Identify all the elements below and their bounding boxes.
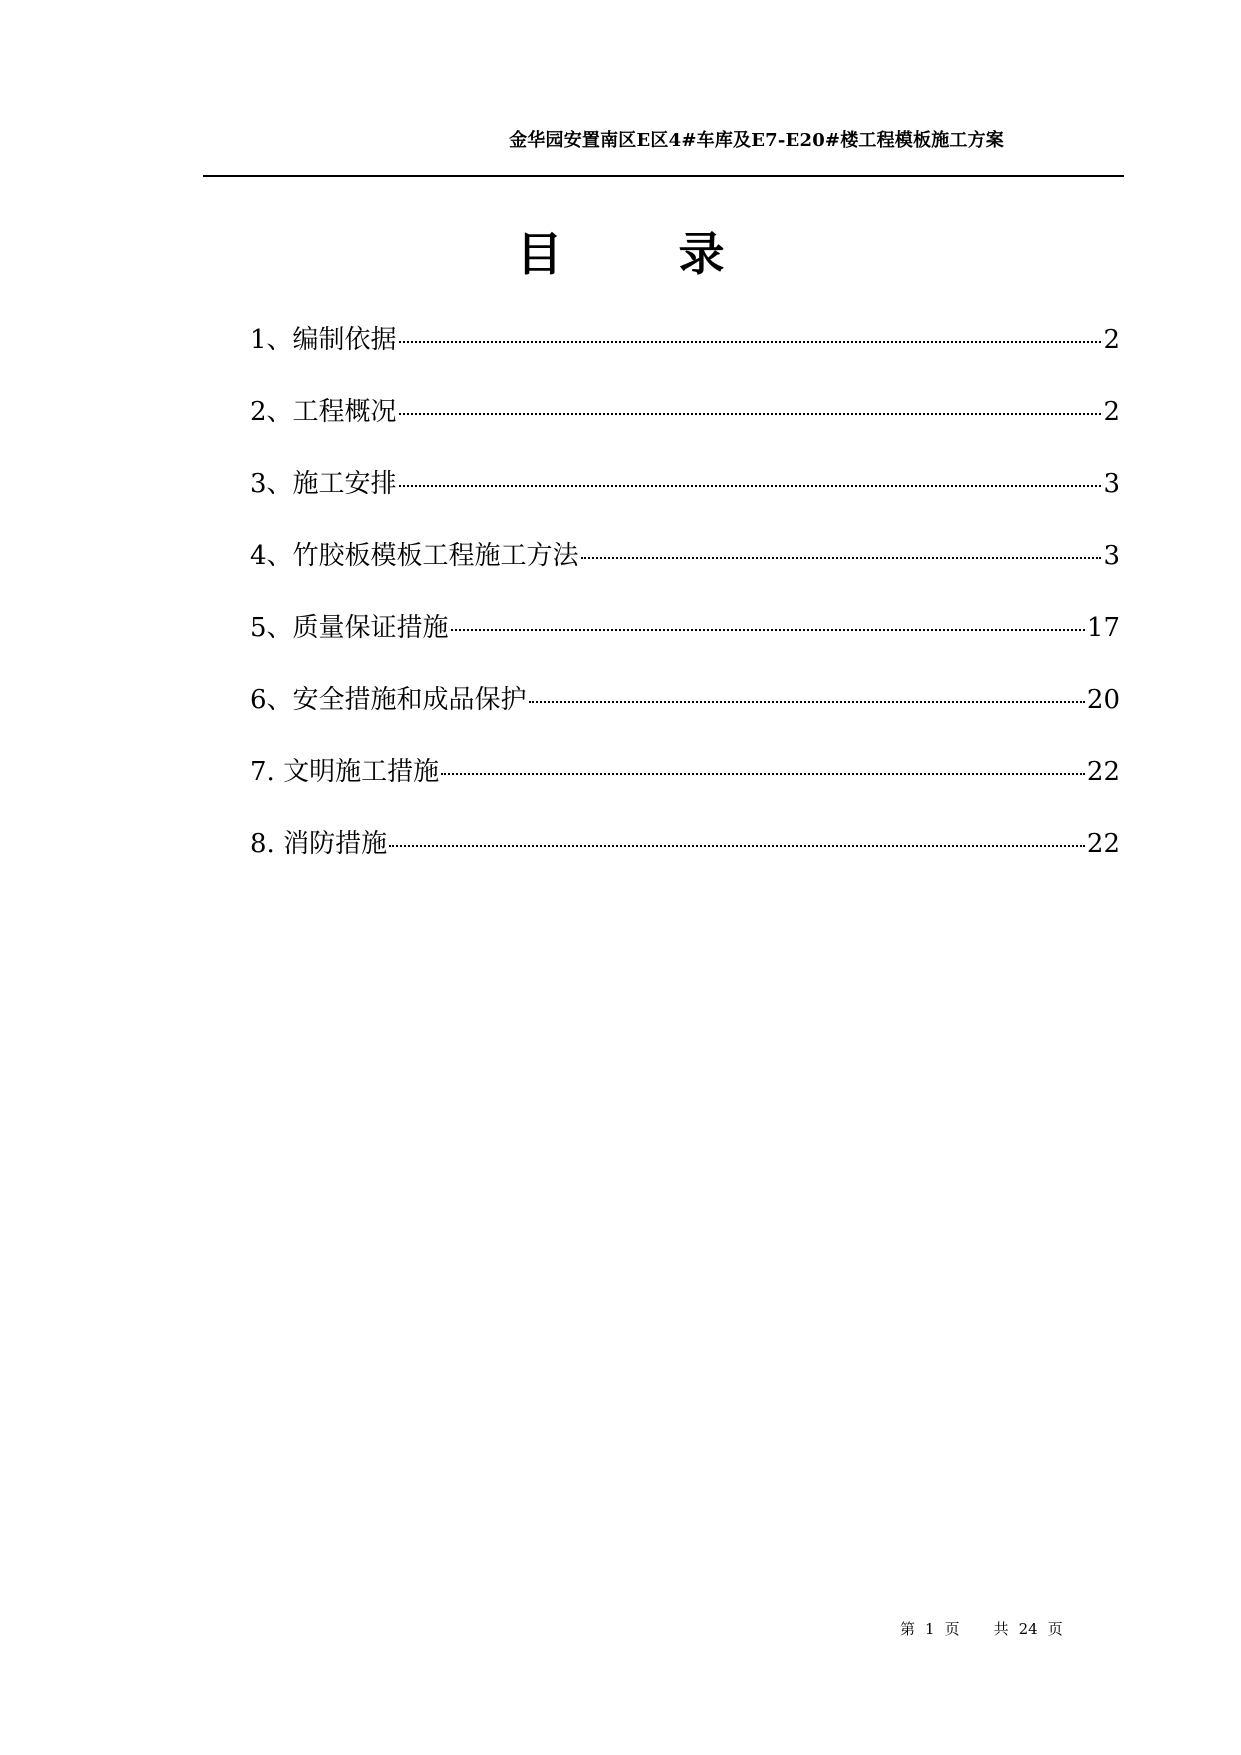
toc-entry[interactable] [250, 464, 1120, 536]
page-header [203, 118, 1124, 178]
current-page-number: 1 [925, 1620, 935, 1638]
document-title: 金华园安置南区E区4#车库及E7-E20#楼工程模板施工方案 [509, 130, 1004, 151]
toc-entry-page: 3 [1103, 541, 1120, 571]
toc-entry-page: 20 [1086, 685, 1120, 715]
toc-entry[interactable] [250, 392, 1120, 464]
toc-entry-page: 17 [1086, 613, 1120, 643]
total-page-count: 24 [1018, 1620, 1038, 1638]
header-divider [203, 175, 1124, 177]
toc-entry-label: 3、施工安排 [250, 469, 397, 499]
dot-leader [389, 845, 1085, 847]
toc-entry-label: 8. 消防措施 [250, 829, 388, 859]
toc-heading: 目 录 [516, 227, 775, 281]
toc-entry[interactable] [250, 752, 1120, 824]
toc-entry-label: 2、工程概况 [250, 397, 397, 427]
total-prefix: 共 [993, 1620, 1009, 1638]
toc-entry[interactable] [250, 824, 1120, 896]
toc-entry-page: 2 [1103, 397, 1120, 427]
toc-entry-page: 22 [1086, 757, 1120, 787]
toc-entry-label: 4、竹胶板模板工程施工方法 [250, 541, 579, 571]
toc-entry-label: 6、安全措施和成品保护 [250, 685, 527, 715]
dot-leader [399, 485, 1102, 487]
dot-leader [399, 413, 1102, 415]
toc-entry[interactable] [250, 536, 1120, 608]
dot-leader [529, 701, 1085, 703]
page-prefix: 第 [900, 1620, 916, 1638]
toc-entry-page: 2 [1103, 325, 1120, 355]
toc-entry-label: 7. 文明施工措施 [250, 757, 440, 787]
dot-leader [441, 773, 1085, 775]
toc-entry-page: 22 [1086, 829, 1120, 859]
toc-entry[interactable] [250, 608, 1120, 680]
dot-leader [399, 341, 1102, 343]
page-footer [900, 1618, 1063, 1639]
toc-entry-label: 1、编制依据 [250, 325, 397, 355]
table-of-contents [250, 320, 1120, 896]
dot-leader [451, 629, 1085, 631]
toc-entry[interactable] [250, 680, 1120, 752]
toc-entry-label: 5、质量保证措施 [250, 613, 449, 643]
toc-entry[interactable] [250, 320, 1120, 392]
total-suffix: 页 [1047, 1620, 1063, 1638]
page-suffix: 页 [944, 1620, 960, 1638]
dot-leader [581, 557, 1102, 559]
toc-entry-page: 3 [1103, 469, 1120, 499]
